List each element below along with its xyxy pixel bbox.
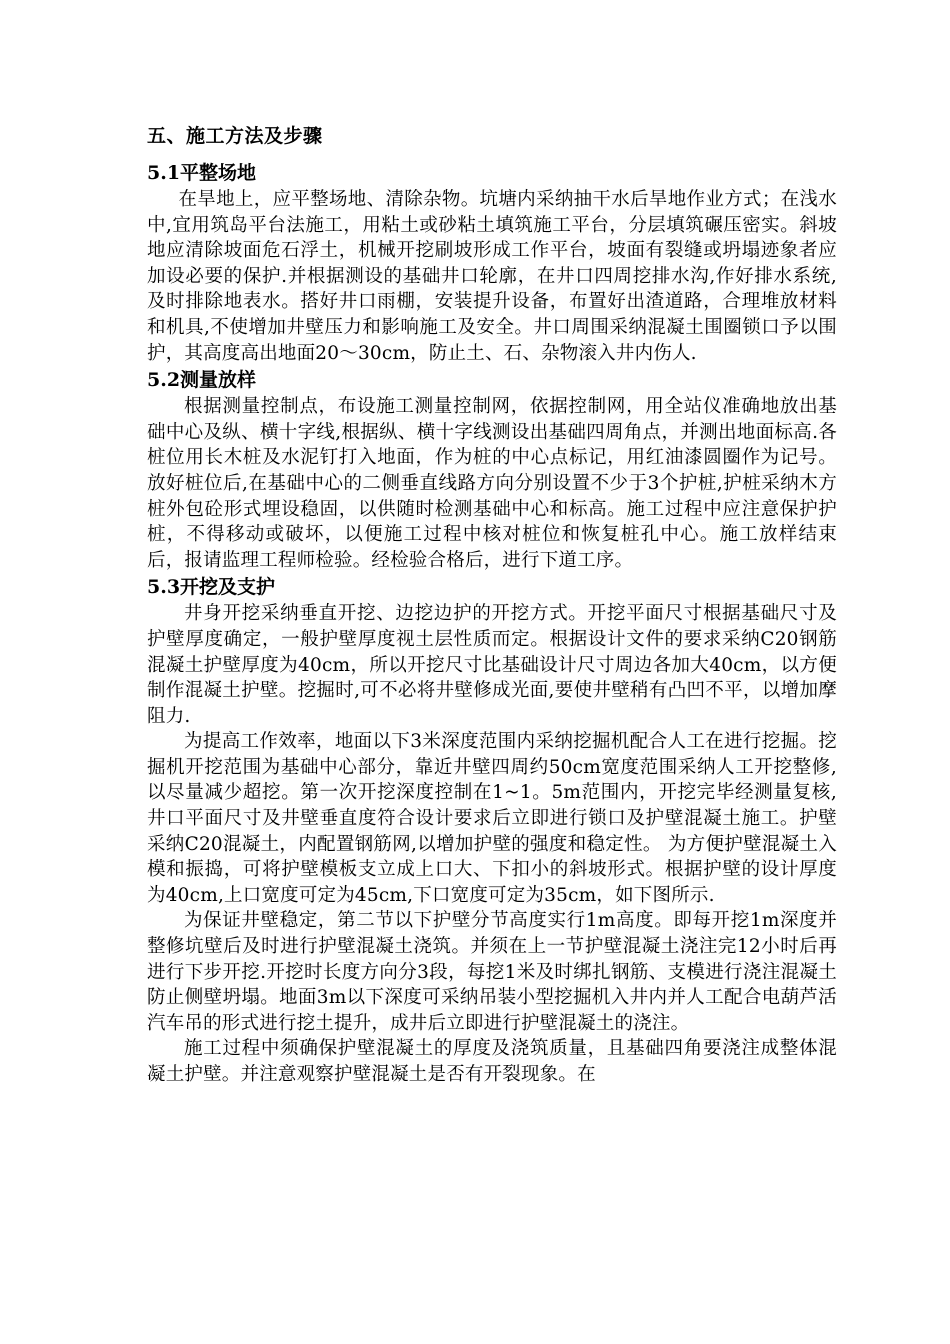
paragraph: 在旱地上，应平整场地、清除杂物。坑塘内采纳抽干水后旱地作业方式；在浅水中,宜用筑岛平台法施工，用粘土或砂粘土填筑施工平台，分层填筑碾压密实。斜坡地应清除坡面危石浮土，机械开挖刷坡形成工作平台，坡面有裂缝或坍塌迹象者应加设必要的保护.并根据测设的基础井口轮廓，在井口四周挖排水沟,作好排水系统,及时排除地表水。搭好井口雨棚，安装提升设备，布置好出渣道路，合理堆放材料和机具,不使增加井壁压力和影响施工及安全。井口周围采纳混凝土围圈锁口予以围护，其高度高出地面20～30cm，防止土、石、杂物滚入井内伤人.	[147, 189, 837, 364]
paragraph: 施工过程中须确保护壁混凝土的厚度及浇筑质量，且基础四角要浇注成整体混凝土护壁。并注意观察护壁混凝土是否有开裂现象。在	[147, 1038, 837, 1085]
paragraph: 根据测量控制点，布设施工测量控制网，依据控制网，用全站仪准确地放出基础中心及纵、横十字线,根据纵、横十字线测设出基础四周角点，并测出地面标高.各桩位用长木桩及水泥钉打入地面，作为桩的中心点标记，用红油漆圆圈作为记号。放好桩位后,在基础中心的二侧垂直线路方向分别设置不少于3个护桩,护桩采纳木方桩外包砼形式埋设稳固，以供随时检测基础中心和标高。施工过程中应注意保护护桩，不得移动或破坏，以便施工过程中核对桩位和恢复桩孔中心。施工放样结束后，报请监理工程师检验。经检验合格后，进行下道工序。	[147, 396, 837, 571]
section-heading-5-1: 5.1平整场地	[147, 162, 257, 184]
paragraph: 为保证井壁稳定，第二节以下护壁分节高度实行1m高度。即每开挖1m深度并整修坑壁后及时进行护壁混凝土浇筑。并须在上一节护壁混凝土浇注完12小时后再进行下步开挖.开挖时长度方向分3段，每挖1米及时绑扎钢筋、支模进行浇注混凝土防止侧壁坍塌。地面3m以下深度可采纳吊装小型挖掘机入井内并人工配合电葫芦活汽车吊的形式进行挖土提升，成井后立即进行护壁混凝土的浇注。	[147, 910, 837, 1034]
section-heading-5-3: 5.3开挖及支护	[147, 576, 276, 599]
chapter-title: 五、施工方法及步骤	[147, 125, 323, 147]
document-page	[147, 122, 837, 1088]
section-heading-5-2: 5.2测量放样	[147, 369, 257, 392]
paragraph: 为提高工作效率，地面以下3米深度范围内采纳挖掘机配合人工在进行挖掘。挖掘机开挖范围为基础中心部分，靠近井壁四周约50cm宽度范围采纳人工开挖整修,以尽量减少超挖。第一次开挖深度控制在1~1。5m范围内，开挖完毕经测量复核,井口平面尺寸及井壁垂直度符合设计要求后立即进行锁口及护壁混凝土施工。护壁采纳C20混凝土，内配置钢筋网,以增加护壁的强度和稳定性。 为方便护壁混凝土入模和振捣，可将护壁模板支立成上口大、下扣小的斜坡形式。根据护壁的设计厚度为40cm,上口宽度可定为45cm,下口宽度可定为35cm，如下图所示.	[147, 731, 837, 906]
paragraph: 井身开挖采纳垂直开挖、边挖边护的开挖方式。开挖平面尺寸根据基础尺寸及护壁厚度确定，一般护壁厚度视土层性质而定。根据设计文件的要求采纳C20钢筋混凝土护壁厚度为40cm，所以开挖尺寸比基础设计尺寸周边各加大40cm，以方便制作混凝土护壁。挖掘时,可不必将井壁修成光面,要使井壁稍有凸凹不平，以增加摩阻力.	[147, 603, 837, 727]
